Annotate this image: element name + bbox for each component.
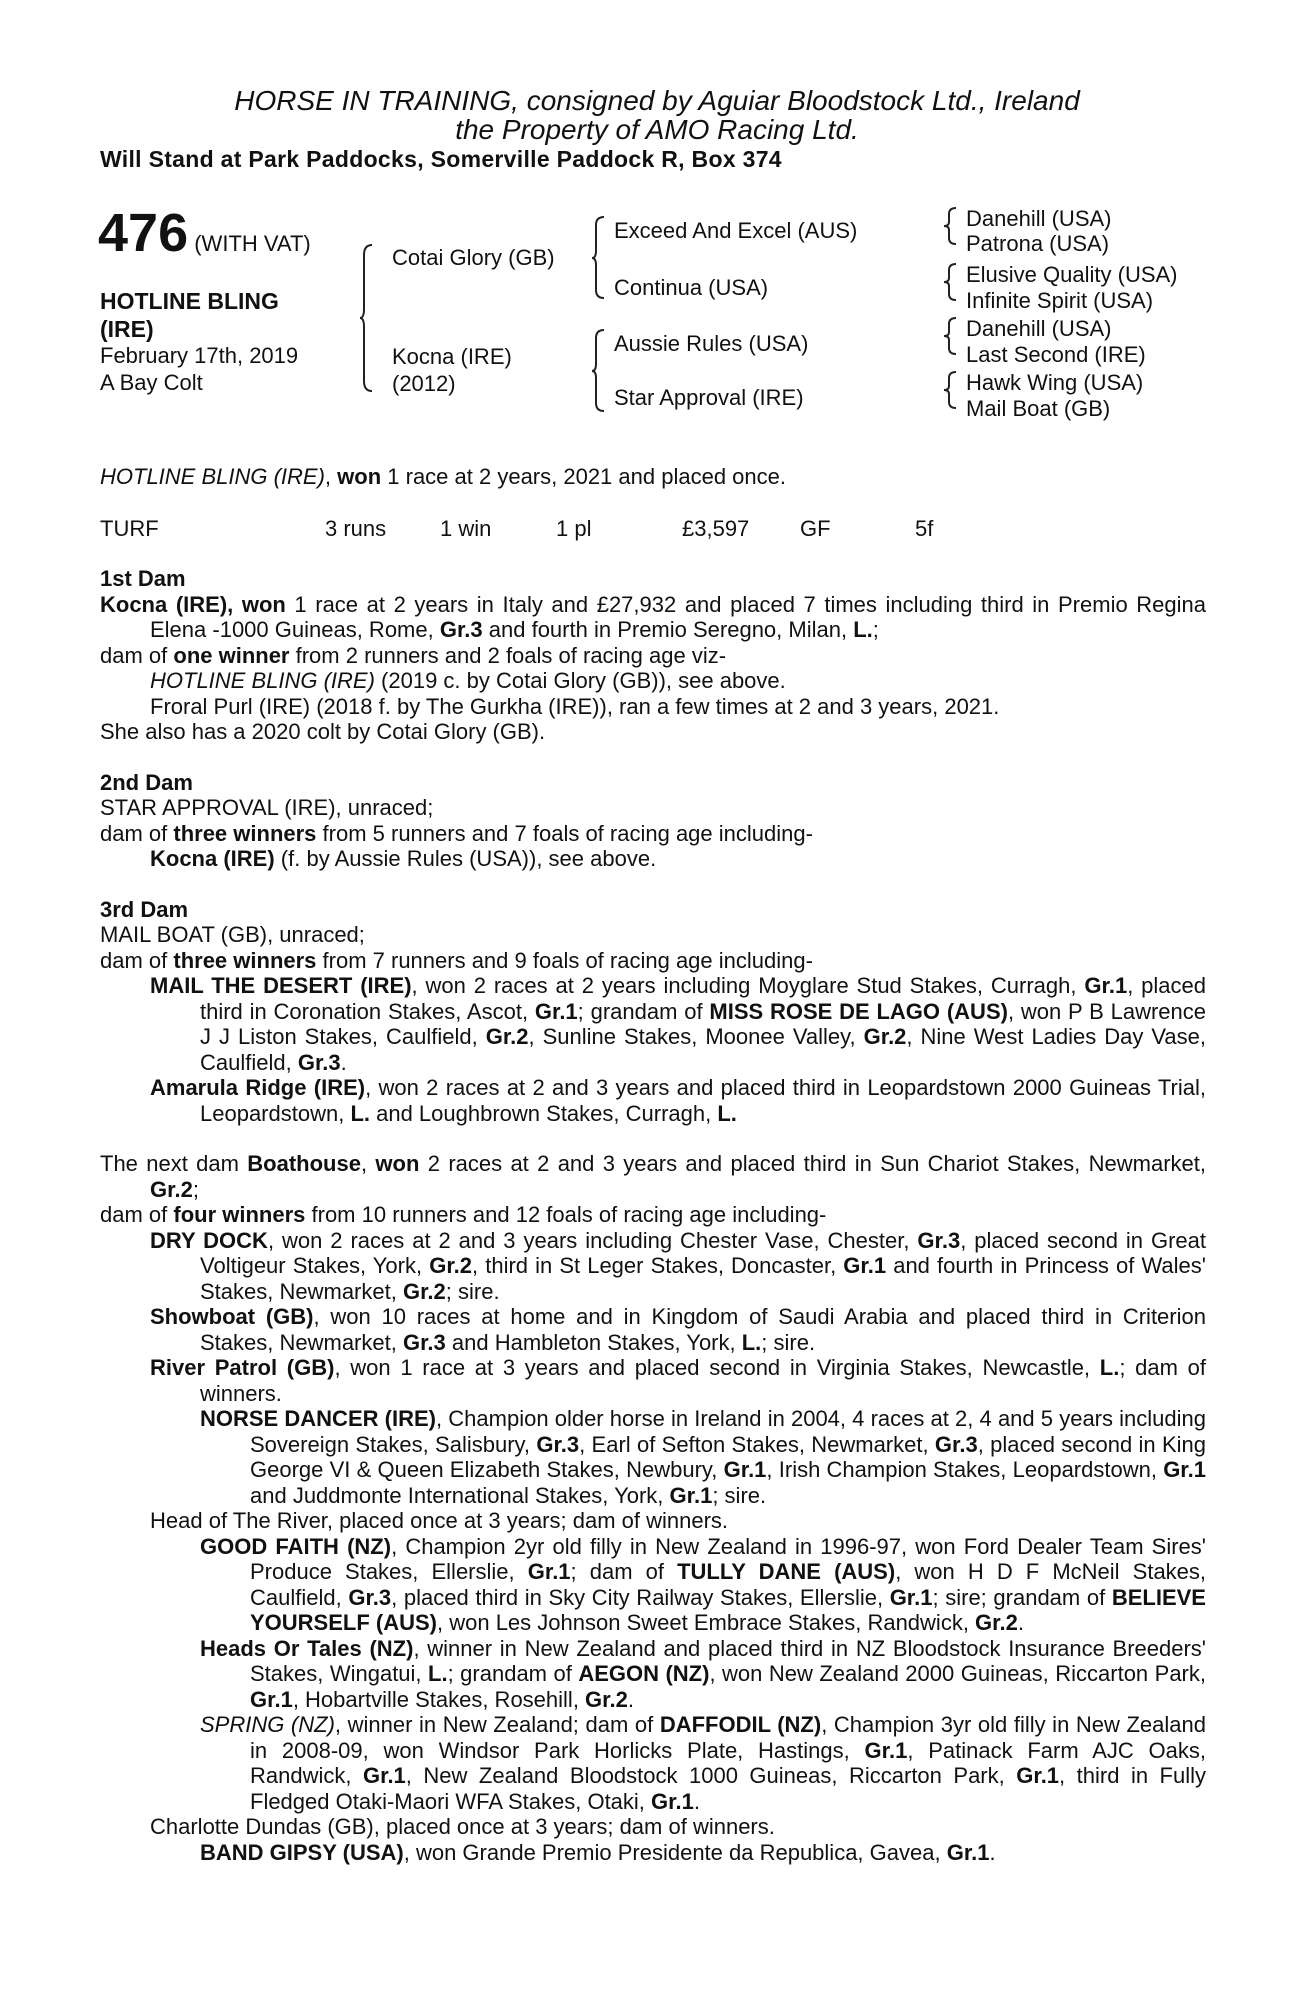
dam-dam: Star Approval (IRE)	[614, 385, 804, 410]
grand-offspring-band-gipsy: BAND GIPSY (USA), won Grande Premio Presidente da Republica, Gavea, Gr.1.	[200, 1839, 996, 1865]
grand-offspring-spring: SPRING (NZ), winner in New Zealand; dam of DAFFODIL (NZ), Champion 3yr old filly in New Zealand in 2008-09, won Windsor Park Horlicks Plate, Hastings, Gr.1, Patinack Farm AJC Oaks, Randwick, Gr.1, New Zealand Bloodstock 1000 Guineas, Riccarton Park, Gr.1, third in Fully Fledged Otaki-Maori WFA Stakes, Otaki, Gr.1.	[200, 1712, 1207, 1814]
sire-dam: Continua (USA)	[614, 275, 769, 300]
pedigree-brace-5	[944, 262, 958, 302]
catalogue-header-line1: HORSE IN TRAINING, consigned by Aguiar Bloodstock Ltd., Ireland	[234, 85, 1080, 116]
next-dam-offspring-charlotte-dundas: Charlotte Dundas (GB), placed once at 3 years; dam of winners.	[150, 1814, 775, 1839]
next-dam-offspring-dry-dock: DRY DOCK, won 2 races at 2 and 3 years including Chester Vase, Chester, Gr.3, placed second in Great Voltigeur Stakes, York, Gr.2, third in St Leger Stakes, Doncaster, Gr.1 and fourth in Princess of Wales' Stakes, Newmarket, Gr.2; sire.	[150, 1227, 1206, 1304]
vat-note: (WITH VAT)	[194, 231, 311, 256]
ancestor-2: Patrona (USA)	[966, 231, 1110, 256]
ancestor-3: Elusive Quality (USA)	[966, 262, 1178, 287]
dam1-offspring-2: Froral Purl (IRE) (2018 f. by The Gurkha (IRE)), ran a few times at 2 and 3 years, 2021.	[150, 693, 1000, 719]
dam1-record: Kocna (IRE), won 1 race at 2 years in Italy and £27,932 and placed 7 times including third in Premio Regina Elena -1000 Guineas, Rome, Gr.3 and fourth in Premio Seregno, Milan, L.;	[100, 591, 1206, 642]
summary-won: won	[337, 464, 382, 489]
grand-offspring-norse-dancer: NORSE DANCER (IRE), Champion older horse in Ireland in 2004, 4 races at 2, 4 and 5 years including Sovereign Stakes, Salisbury, Gr.3, Earl of Sefton Stakes, Newmarket, Gr.3, placed second in King George VI & Queen Elizabeth Stakes, Newbury, Gr.1, Irish Champion Stakes, Leopardstown, Gr.1 and Juddmonte International Stakes, York, Gr.1; sire.	[200, 1406, 1206, 1508]
dam2-heading: 2nd Dam	[100, 769, 193, 795]
dam3-offspring-2: Amarula Ridge (IRE), won 2 races at 2 and 3 years and placed third in Leopardstown 2000 Guineas Trial, Leopardstown, L. and Loughbrown Stakes, Curragh, L.	[150, 1075, 1207, 1126]
record-wins: 1 win	[440, 516, 492, 541]
record-surface: TURF	[100, 516, 159, 541]
ancestor-1: Danehill (USA)	[966, 206, 1112, 231]
grand-offspring-good-faith: GOOD FAITH (NZ), Champion 2yr old filly in New Zealand in 1996-97, won Ford Dealer Team Sires' Produce Stakes, Ellerslie, Gr.1; dam of TULLY DANE (AUS), won H D F McNeil Stakes, Caulfield, Gr.3, placed third in Sky City Railway Stakes, Ellerslie, Gr.1; sire; grandam of BELIEVE YOURSELF (AUS), won Les Johnson Sweet Embrace Stakes, Randwick, Gr.2.	[200, 1533, 1207, 1635]
dam2-line: STAR APPROVAL (IRE), unraced;	[100, 795, 434, 820]
stabling-location: Will Stand at Park Paddocks, Somerville Paddock R, Box 374	[100, 146, 782, 172]
ancestor-7: Hawk Wing (USA)	[966, 370, 1144, 395]
pedigree-brace-4	[944, 206, 958, 246]
next-dam-offspring-showboat: Showboat (GB), won 10 races at home and in Kingdom of Saudi Arabia and placed third in Criterion Stakes, Newmarket, Gr.3 and Hambleton Stakes, York, L.; sire.	[150, 1304, 1206, 1355]
ancestor-5: Danehill (USA)	[966, 316, 1112, 341]
dam-sire: Aussie Rules (USA)	[614, 331, 809, 356]
dam1-offspring-1: HOTLINE BLING (IRE) (2019 c. by Cotai Glory (GB)), see above.	[150, 668, 786, 693]
ancestor-6: Last Second (IRE)	[966, 342, 1146, 367]
record-runs: 3 runs	[325, 516, 387, 541]
foaling-date: February 17th, 2019	[100, 343, 299, 368]
dam2-produce: dam of three winners from 5 runners and 7 foals of racing age including-	[100, 820, 813, 846]
dam1-also: She also has a 2020 colt by Cotai Glory (GB).	[100, 719, 546, 744]
record-going: GF	[800, 516, 831, 541]
pedigree-brace-2	[592, 215, 606, 300]
dam3-line: MAIL BOAT (GB), unraced;	[100, 922, 365, 947]
dam1-heading: 1st Dam	[100, 566, 186, 591]
ancestor-8: Mail Boat (GB)	[966, 396, 1111, 421]
pedigree-brace-7	[944, 370, 958, 410]
dam: Kocna (IRE)	[392, 344, 512, 369]
pedigree-brace-3	[592, 328, 606, 413]
dam3-heading: 3rd Dam	[100, 896, 189, 922]
record-distance: 5f	[915, 516, 934, 541]
horse-country: (IRE)	[100, 316, 154, 342]
grand-offspring-heads-or-tales: Heads Or Tales (NZ), winner in New Zealand and placed third in NZ Bloodstock Insurance Breeders' Stakes, Wingatui, L.; grandam of AEGON (NZ), won New Zealand 2000 Guineas, Riccarton Park, Gr.1, Hobartville Stakes, Rosehill, Gr.2.	[200, 1635, 1206, 1712]
summary-horse-name: HOTLINE BLING (IRE)	[100, 464, 325, 489]
dam1-produce: dam of one winner from 2 runners and 2 foals of racing age viz-	[100, 642, 727, 668]
pedigree-brace-1	[360, 243, 374, 393]
next-dam-offspring-river-patrol: River Patrol (GB), won 1 race at 3 years and placed second in Virginia Stakes, Newcastle, L.; dam of winners.	[150, 1355, 1206, 1406]
pedigree-brace-6	[944, 316, 958, 356]
dam3-produce: dam of three winners from 7 runners and 9 foals of racing age including-	[100, 947, 813, 973]
horse-description: A Bay Colt	[100, 370, 203, 395]
horse-name: HOTLINE BLING	[100, 288, 279, 314]
sire: Cotai Glory (GB)	[392, 245, 555, 270]
sire-sire: Exceed And Excel (AUS)	[614, 218, 858, 243]
next-dam-produce: dam of four winners from 10 runners and 12 foals of racing age including-	[100, 1202, 827, 1227]
ancestor-4: Infinite Spirit (USA)	[966, 288, 1154, 313]
dam-year: (2012)	[392, 371, 456, 396]
record-placed: 1 pl	[556, 516, 592, 541]
next-dam-offspring-head-of-the-river: Head of The River, placed once at 3 years; dam of winners.	[150, 1508, 729, 1533]
race-summary: HOTLINE BLING (IRE), won 1 race at 2 years, 2021 and placed once.	[100, 464, 786, 489]
next-dam-record: The next dam Boathouse, won 2 races at 2 and 3 years and placed third in Sun Chariot Stakes, Newmarket, Gr.2;	[100, 1151, 1206, 1202]
pedigree-body	[100, 566, 1206, 1865]
dam3-offspring-1: MAIL THE DESERT (IRE), won 2 races at 2 years including Moyglare Stud Stakes, Curragh, Gr.1, placed third in Coronation Stakes, Ascot, Gr.1; grandam of MISS ROSE DE LAGO (AUS), won P B Lawrence J J Liston Stakes, Caulfield, Gr.2, Sunline Stakes, Moonee Valley, Gr.2, Nine West Ladies Day Vase, Caulfield, Gr.3.	[150, 973, 1206, 1075]
record-earnings: £3,597	[682, 516, 750, 541]
lot-number: 476	[98, 203, 189, 263]
lot-block	[98, 205, 311, 261]
dam2-offspring-1: Kocna (IRE) (f. by Aussie Rules (USA)), see above.	[150, 846, 657, 871]
catalogue-header-line2: the Property of AMO Racing Ltd.	[455, 114, 859, 145]
summary-rest: 1 race at 2 years, 2021 and placed once.	[381, 464, 786, 489]
